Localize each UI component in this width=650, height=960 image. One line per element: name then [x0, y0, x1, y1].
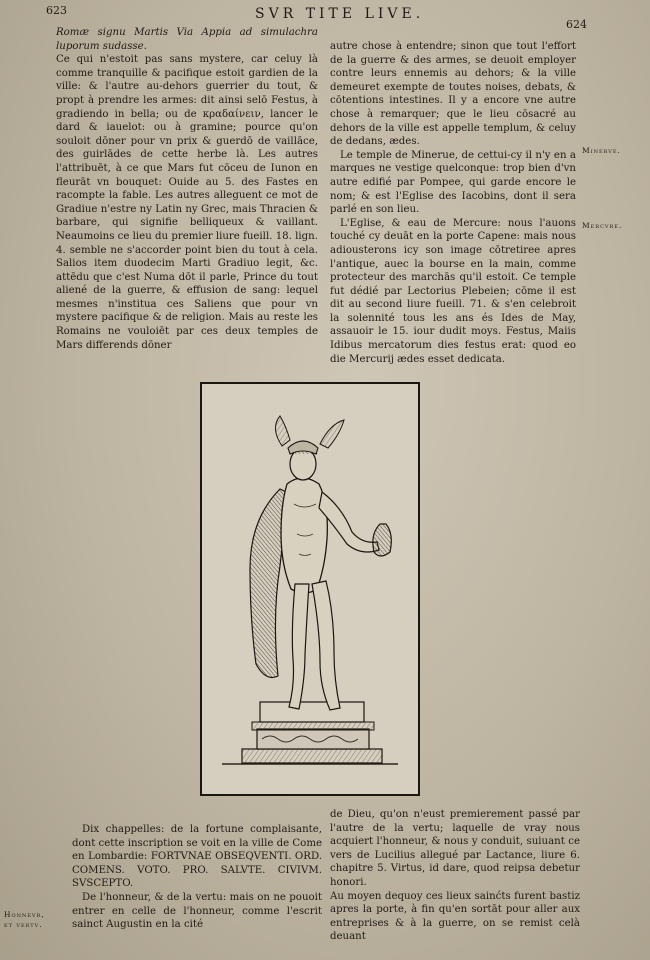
- left-paragraph: Ce qui n'estoit pas sans mystere, car celuy là comme tranquille & pacifique estoit gardien de la ville: & l'autre au-dehors guerrier du tout, & propt à prendre les armes: dit ainsi selō Festus, à gradiendo in bella; ou de κραδαίνειν, lancer le dard & iauelot: ou à gramine; pource qu'on souloit dōner pour vn prix & guerdō de vaillāce, des guirlādes de cette herbe là. Les autres l'attribuēt, à ce que Mars fut cōceu de Iunon en fleurāt vn bouquet: Ouide au 5. des Fastes en racompte la fable. Les autres alleguent ce mot de Gradiue n'estre ny Latin ny Grec, mais Thracien & barbare, qui signifie belliqueux & vaillant. Neaumoins ce lieu du premier liure fueill. 18. lign. 4. semble ne s'accorder point bien du tout à cela. Salios item duodecim Marti Gradiuo legit, &c. attēdu que c'est Numa dōt il parle, Prince du tout aliené de la guerre, & effusion de sang: lequel mesmes n'institua ces Saliens que pour vn mystere pacifique & de religion. Mais au reste les Romains ne vouloiēt par ces deux temples de Mars differends dōner: [56, 54, 318, 351]
- left-text-column: [56, 26, 318, 352]
- bottom-left-paragraph-honneur: De l'honneur, & de la vertu: mais on ne pouoit entrer en celle de l'honneur, comme l'escrit sainct Augustin en la cité: [72, 891, 322, 931]
- bottom-left-paragraph-chappelles: Dix chappelles: de la fortune complaisante, dont cette inscription se voit en la ville de Come en Lombardie: FORTVNAE OBSEQVENTI. ORD. COMENS. VOTO. PRO. SALVTE. CIVIVM. SVSCEPTO.: [72, 824, 323, 890]
- bottom-left-text-column: [72, 823, 322, 932]
- bottom-right-paragraph: de Dieu, qu'on n'eust premierement passé par l'autre de la vertu; laquelle de vray nous acquiert l'honneur, & nous y conduit, suiuant ce vers de Lucilius allegué par Lactance, liure 6. chapitre 5. Virtus, id dare, quod reipsa debetur honori.: [330, 809, 580, 888]
- right-paragraph-mercure: L'Eglise, & eau de Mercure: nous l'auons touché cy deuāt en la porte Capene: mais nous adiousterons icy son image cōtretiree apres l'antique, auec la bourse en la main, comme protecteur des marchās qu'il estoit. Ce temple fut dédié par Lectorius Plebeien; cōme il est dit au second liure fueill. 71. & s'en celebroit la solennité tous les ans és Ides de May, assauoir le 15. iour dudit moys. Festus, Maiis Idibus mercatorum dies festus erat: quod eo die Mercurij ædes esset dedicata.: [330, 217, 576, 365]
- right-text-column: [330, 40, 576, 366]
- margin-note-honneur: Honnevr, et vertv.: [4, 910, 45, 929]
- bottom-right-text-column: [330, 808, 580, 944]
- right-paragraph-minerve: Le temple de Minerue, de cettui-cy il n'y en a marques ne vestige quelconque: trop bien d'vn autre edifié par Pompee, qui garde encore le nom; & est l'Eglise des Iacobins, dont il sera parlé en son lieu.: [330, 149, 576, 216]
- right-page-number: 624: [566, 18, 587, 31]
- running-title: SVR TITE LIVE.: [255, 6, 425, 22]
- margin-note-mercure: Mercvre.: [582, 221, 623, 230]
- margin-note-minerve: Minerve.: [582, 146, 621, 155]
- bottom-right-paragraph-continued: Au moyen dequoy ces lieux sainćts furent bastiz apres la porte, à fin qu'en sortāt pour aller aux entreprises & à la guerre, on se remist celà deuant: [330, 890, 580, 943]
- mercury-statue-illustration: [202, 384, 418, 794]
- left-page-number: 623: [46, 4, 67, 17]
- left-paragraph-quote: Romæ signu Martis Via Appia ad simulachra luporum sudasse.: [56, 27, 318, 52]
- right-paragraph: autre chose à entendre; sinon que tout l'effort de la guerre & des armes, se deuoit employer contre leurs ennemis au dehors; & la ville demeuret exempte de toutes noises, debats, & cōtentions intestines. Il y a encore vne autre chose à remarquer; que le lieu cōsacré au dehors de la ville est appelle templum, & celuy de dedans, ædes.: [330, 41, 576, 148]
- mercury-woodcut-frame: [200, 382, 420, 796]
